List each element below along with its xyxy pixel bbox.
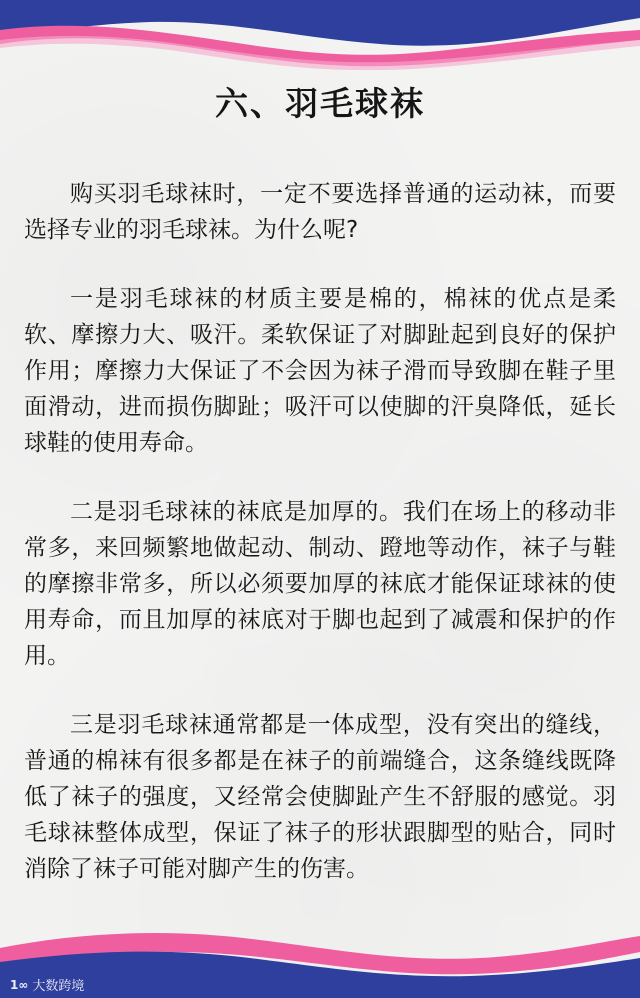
paragraph-material: 一是羽毛球袜的材质主要是棉的，棉袜的优点是柔软、摩擦力大、吸汗。柔软保证了对脚趾起到良好的保护作用；摩擦力大保证了不会因为袜子滑而导致脚在鞋子里面滑动，进而损伤脚趾；吸汗可以使脚的汗臭降低，延长球鞋的使用寿命。 [24, 286, 616, 456]
page-title: 六、羽毛球袜 [215, 84, 425, 123]
bottom-wave-decoration [0, 918, 640, 998]
paragraph-thick-sole: 二是羽毛球袜的袜底是加厚的。我们在场上的移动非常多，来回频繁地做起动、制动、蹬地等动作，袜子与鞋的摩擦非常多，所以必须要加厚的袜底才能保证球袜的使用寿命，而且加厚的袜底对于脚也起到了减震和保护的作用。 [24, 499, 616, 669]
article-body [24, 176, 616, 920]
top-wave-decoration [0, 0, 640, 70]
paragraph-seamless: 三是羽毛球袜通常都是一体成型，没有突出的缝线，普通的棉袜有很多都是在袜子的前端缝合，这条缝线既降低了袜子的强度，又经常会使脚趾产生不舒服的感觉。羽毛球袜整体成型，保证了袜子的形状跟脚型的贴合，同时消除了袜子可能对脚产生的伤害。 [24, 712, 616, 882]
watermark [10, 975, 84, 994]
paragraph-intro: 购买羽毛球袜时，一定不要选择普通的运动袜，而要选择专业的羽毛球袜。为什么呢? [24, 181, 616, 243]
watermark-logo: 1∞ [10, 977, 29, 992]
watermark-text: 大数跨境 [32, 979, 85, 994]
